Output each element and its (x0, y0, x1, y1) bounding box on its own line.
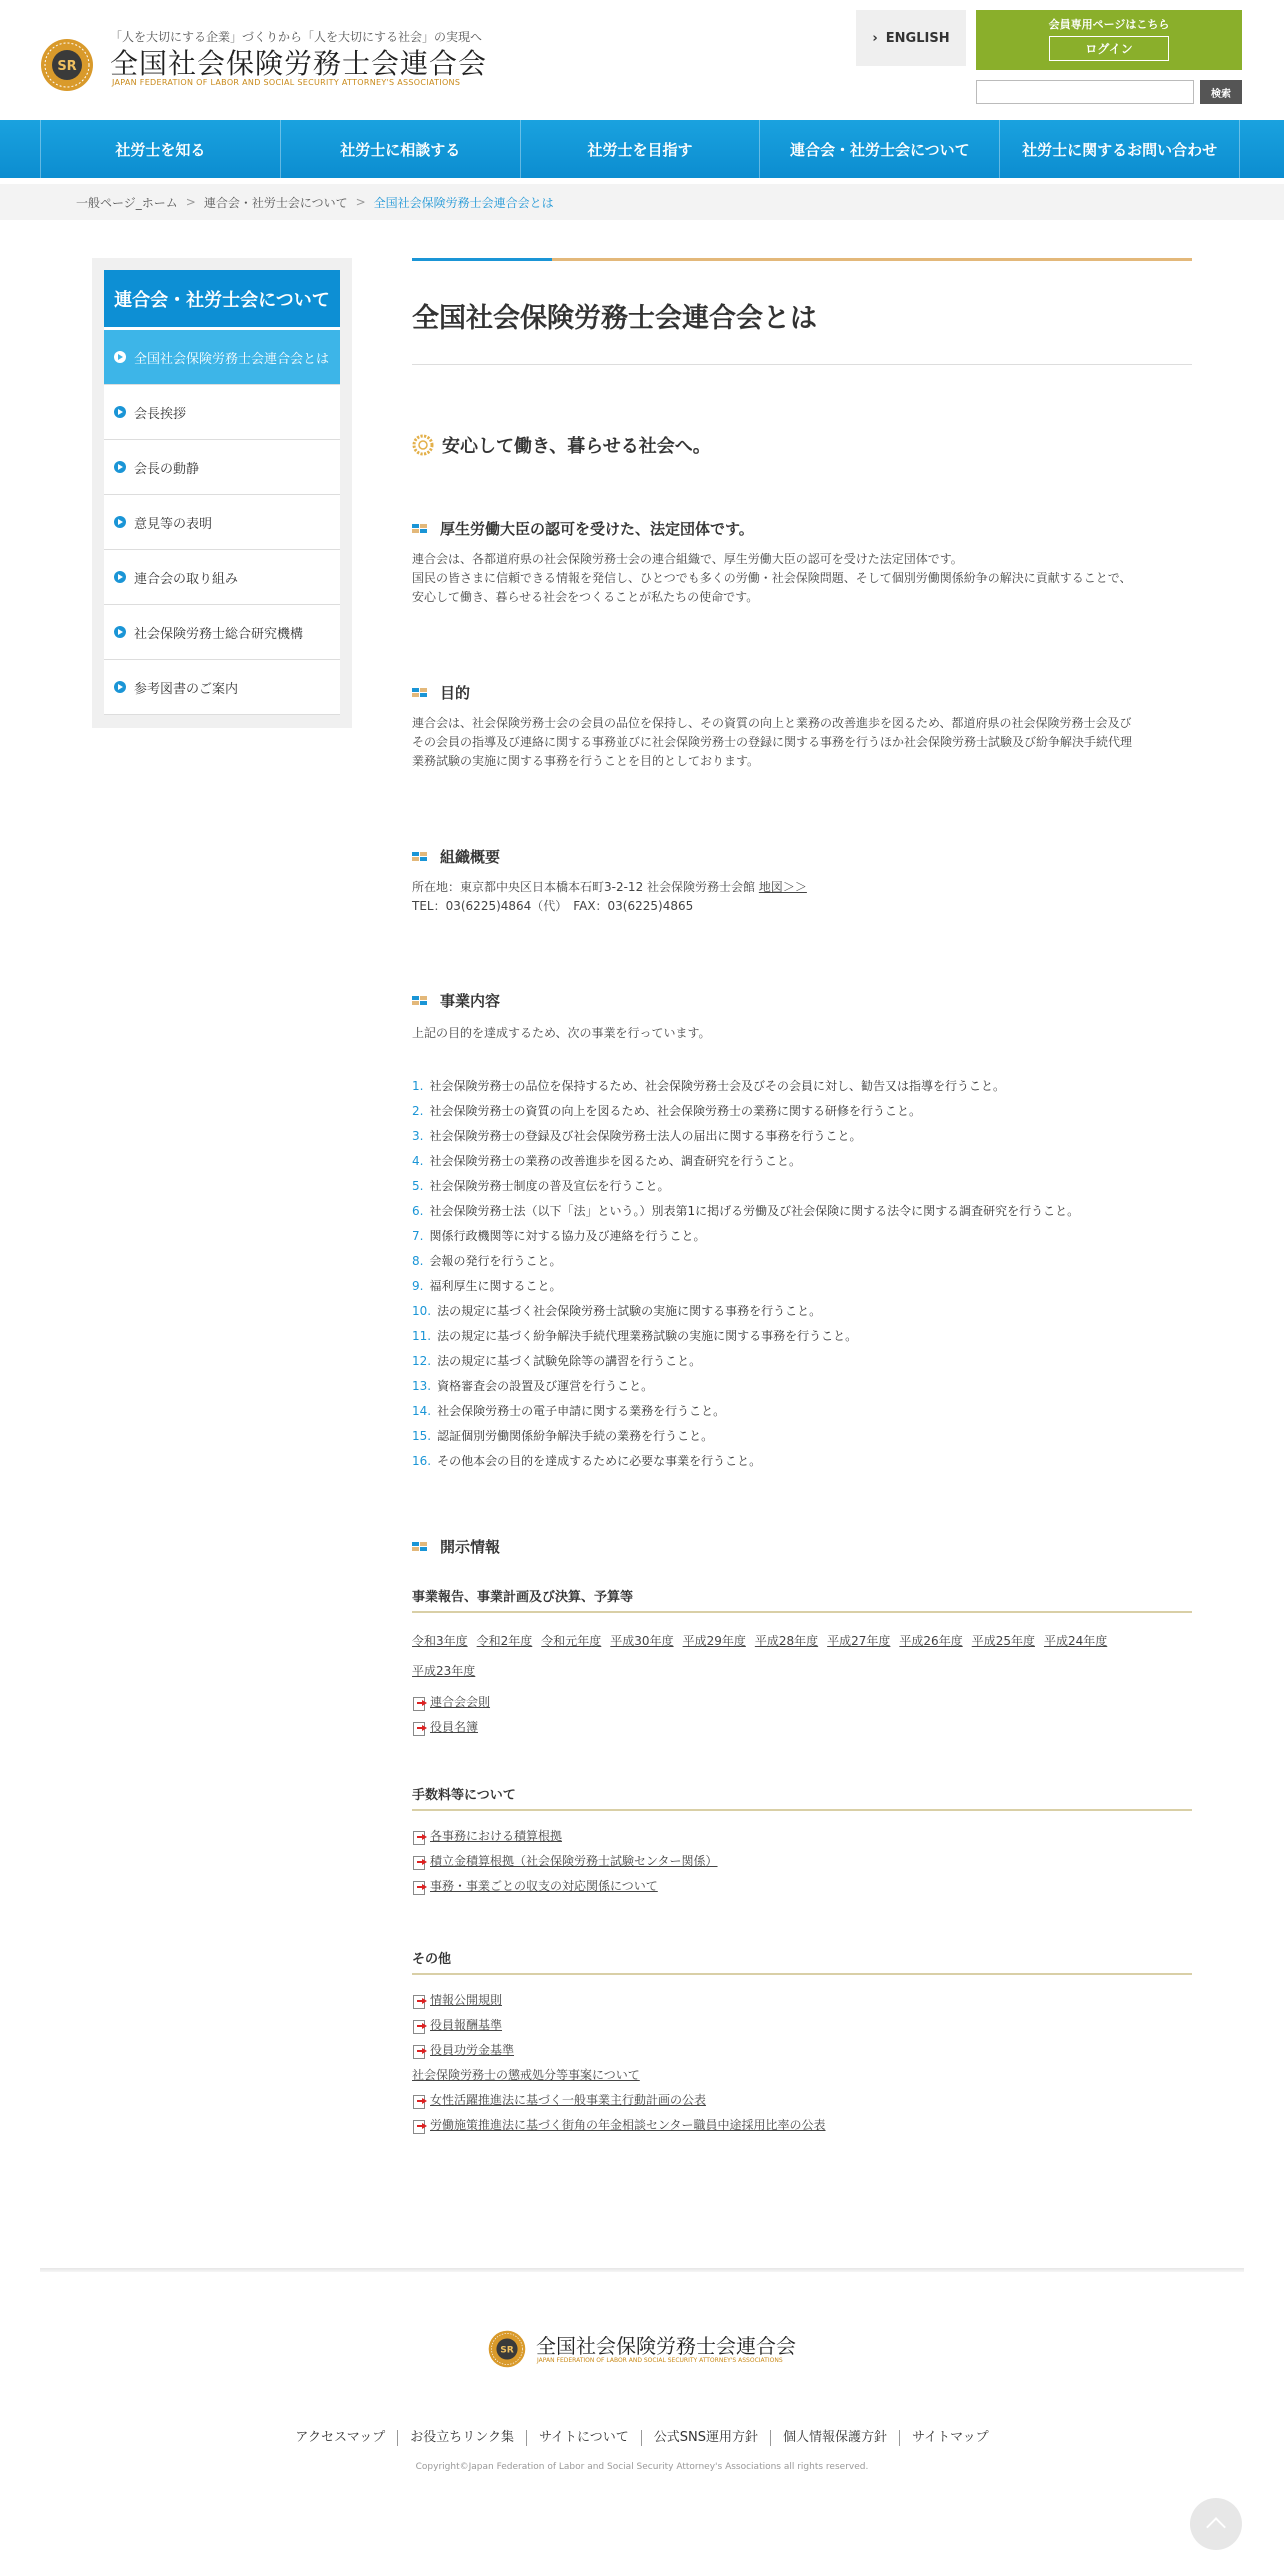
pdf-link-icon (412, 1880, 426, 1894)
year-link[interactable]: 令和3年度 (412, 1634, 468, 1648)
breadcrumb (0, 184, 1284, 220)
year-link[interactable]: 平成30年度 (610, 1634, 674, 1648)
member-page-label: 会員専用ページはこちら (1048, 18, 1170, 31)
other-link-list (412, 1988, 1192, 2138)
text-line: 安心して働き、暮らせる社会をつくることが私たちの使命です。 (412, 590, 759, 604)
pdf-link-icon (412, 1696, 426, 1710)
page-top-button[interactable] (1190, 2498, 1242, 2550)
doc-link[interactable]: 社会保険労務士の懲戒処分等事案について (412, 2068, 640, 2082)
doc-link[interactable]: 女性活躍推進法に基づく一般事業主行動計画の公表 (430, 2093, 707, 2107)
arrow-circle-icon (114, 626, 126, 638)
sidebar-item-opinions[interactable] (104, 495, 340, 550)
list-item: 14. 社会保険労務士の電子申請に関する業務を行うこと。 (412, 1404, 726, 1418)
year-link[interactable]: 平成25年度 (971, 1634, 1035, 1648)
sr-emblem-icon (40, 38, 94, 92)
breadcrumb-separator: > (185, 195, 196, 209)
sidebar-title[interactable]: 連合会・社労士会について (104, 270, 340, 330)
footer-logo[interactable] (488, 2326, 808, 2372)
list-item: 4. 社会保険労務士の業務の改善進歩を図るため、調査研究を行うこと。 (412, 1154, 801, 1168)
section-heading-business (412, 990, 500, 1011)
list-item (412, 2038, 1192, 2063)
fees-link-list (412, 1824, 1192, 1899)
year-link[interactable]: 令和元年度 (541, 1634, 602, 1648)
section-text-authorized (412, 550, 1192, 607)
year-link[interactable]: 平成23年度 (412, 1664, 476, 1678)
year-link[interactable]: 令和2年度 (476, 1634, 533, 1648)
section-heading-text: 目的 (440, 684, 471, 702)
list-item: 16. その他本会の目的を達成するために必要な事業を行うこと。 (412, 1454, 762, 1468)
catchphrase: 安心して働き、暮らせる社会へ。 (442, 436, 711, 457)
list-item: 11. 法の規定に基づく紛争解決手続代理業務試験の実施に関する事務を行うこと。 (412, 1329, 858, 1343)
global-nav-list (40, 120, 1240, 178)
section-text-purpose (412, 714, 1192, 771)
heading-marker-icon (412, 524, 428, 533)
doc-link[interactable]: 各事務における積算根拠 (430, 1829, 563, 1843)
sidebar-item-label: 社会保険労務士総合研究機構 (134, 626, 304, 642)
list-item: 5. 社会保険労務士制度の普及宣伝を行うこと。 (412, 1179, 670, 1193)
heading-marker-icon (412, 1542, 428, 1551)
sidebar-item-about-federation[interactable] (104, 330, 340, 385)
pdf-link-icon (412, 1994, 426, 2008)
footer-link-privacy[interactable]: 個人情報保護方針 (770, 2430, 899, 2446)
list-item (412, 2063, 1192, 2088)
arrow-circle-icon (114, 571, 126, 583)
pdf-link-icon (412, 1855, 426, 1869)
search-input[interactable] (976, 80, 1194, 104)
svg-text:SR: SR (57, 59, 77, 74)
section-heading-text: 組織概要 (440, 848, 501, 866)
list-item: 10. 法の規定に基づく社会保険労務士試験の実施に関する事務を行うこと。 (412, 1304, 822, 1318)
list-item (412, 1824, 1192, 1849)
site-title-en: JAPAN FEDERATION OF LABOR AND SOCIAL SECURITY ATTORNEY'S ASSOCIATIONS (112, 78, 461, 87)
doc-link[interactable]: 労働施策推進法に基づく街角の年金相談センター職員中途採用比率の公表 (430, 2118, 826, 2132)
section-heading-text: 開示情報 (440, 1538, 501, 1556)
site-title: 全国社会保険労務士会連合会 (110, 47, 488, 80)
sidebar-item-activities[interactable] (104, 440, 340, 495)
subheading-reports: 事業報告、事業計画及び決算、予算等 (412, 1586, 1192, 1613)
sidebar-item-research[interactable] (104, 605, 340, 660)
breadcrumb-parent[interactable]: 連合会・社労士会について (203, 195, 348, 210)
footer-link-about-site[interactable]: サイトについて (526, 2430, 641, 2446)
footer-link-access[interactable]: アクセスマップ (295, 2430, 386, 2445)
global-nav (0, 120, 1284, 178)
list-item: 9. 福利厚生に関すること。 (412, 1279, 562, 1293)
english-label: ENGLISH (885, 30, 950, 46)
arrow-circle-icon (114, 351, 126, 363)
site-tagline: 「人を大切にする企業」づくりから「人を大切にする社会」の実現へ (110, 30, 483, 44)
list-item: 13. 資格審査会の設置及び運営を行うこと。 (412, 1379, 654, 1393)
section-heading-authorized (412, 518, 754, 539)
subheading-other: その他 (412, 1948, 1192, 1975)
footer-nav (0, 2430, 1284, 2446)
list-item: 3. 社会保険労務士の登録及び社会保険労務士法人の届出に関する事務を行うこと。 (412, 1129, 862, 1143)
reports-link-list (412, 1690, 1192, 1740)
arrow-circle-icon (114, 681, 126, 693)
year-link[interactable]: 平成24年度 (1043, 1634, 1108, 1648)
sun-icon (412, 434, 434, 456)
site-header (0, 0, 1284, 120)
pdf-link-icon (412, 2119, 426, 2133)
list-item (412, 2013, 1192, 2038)
address-text: 所在地：東京都中央区日本橋本石町3-2-12 社会保険労務士会館 (412, 880, 756, 894)
year-link[interactable]: 平成29年度 (682, 1634, 746, 1648)
footer-link-useful[interactable]: お役立ちリンク集 (397, 2430, 526, 2446)
english-button[interactable] (856, 10, 966, 66)
sidebar (92, 258, 352, 728)
footer-link-sns-policy[interactable]: 公式SNS運用方針 (641, 2430, 770, 2446)
list-item: 1. 社会保険労務士の品位を保持するため、社会保険労務士会及びその会員に対し、勧告又は指導を行うこと。 (412, 1079, 1005, 1093)
list-item (412, 1849, 1192, 1874)
doc-link[interactable]: 積立金積算根拠（社会保険労務士試験センター関係） (430, 1854, 718, 1868)
list-item (412, 2113, 1192, 2138)
list-item: 8. 会報の発行を行うこと。 (412, 1254, 562, 1268)
subheading-fees: 手数料等について (412, 1784, 1192, 1811)
list-item: 2. 社会保険労務士の資質の向上を図るため、社会保険労務士の業務に関する研修を行うこと。 (412, 1104, 921, 1118)
svg-text:SR: SR (500, 2345, 514, 2356)
pdf-link-icon (412, 2019, 426, 2033)
chevron-right-icon: › (872, 30, 878, 46)
list-item: 6. 社会保険労務士法（以下「法」という。）別表第1に掲げる労働及び社会保険に関する法令に関する調査研究を行うこと。 (412, 1204, 1080, 1218)
heading-marker-icon (412, 996, 428, 1005)
section-text-organization (412, 878, 1192, 916)
business-list (412, 1074, 1192, 1474)
breadcrumb-separator: > (355, 195, 366, 209)
sidebar-item-books[interactable] (104, 660, 340, 715)
breadcrumb-home[interactable]: 一般ページ_ホーム (76, 195, 178, 210)
doc-link[interactable]: 情報公開規則 (430, 1993, 503, 2007)
footer-link-sitemap[interactable]: サイトマップ (899, 2430, 1001, 2446)
footer-org-name: 全国社会保険労務士会連合会 (536, 2334, 796, 2358)
login-button[interactable]: ログイン (1049, 36, 1169, 61)
list-item: 15. 認証個別労働関係紛争解決手続の業務を行うこと。 (412, 1429, 714, 1443)
heading-marker-icon (412, 852, 428, 861)
gnav-item-know[interactable]: 社労士を知る (40, 120, 280, 178)
sidebar-item-label: 連合会の取り組み (134, 571, 239, 587)
gnav-item-about[interactable]: 連合会・社労士会について (759, 120, 999, 178)
text-line: その会員の指導及び連絡に関する事務並びに社会保険労務士の登録に関する事務を行うほか社会保険労務士試験及び紛争解決手続代理 (412, 735, 1133, 749)
heading-marker-icon (412, 688, 428, 697)
text-line: 連合会は、各都道府県の社会保険労務士会の連合組織で、厚生労働大臣の認可を受けた法定団体です。 (412, 552, 963, 566)
doc-link[interactable]: 役員名簿 (430, 1720, 479, 1734)
gnav-item-contact[interactable]: 社労士に関するお問い合わせ (999, 120, 1240, 178)
sidebar-item-greeting[interactable] (104, 385, 340, 440)
member-login-box (976, 10, 1242, 70)
section-heading-disclosure (412, 1536, 500, 1557)
list-item (412, 1874, 1192, 1899)
address-line (412, 878, 1192, 897)
footer-divider (40, 2268, 1244, 2272)
text-line: 業務試験の実施に関する事務を行うことを目的としております。 (412, 754, 760, 768)
search-button[interactable]: 検索 (1200, 80, 1242, 104)
business-intro: 上記の目的を達成するため、次の事業を行っています。 (412, 1026, 711, 1040)
list-item (412, 2088, 1192, 2113)
doc-link[interactable]: 事務・事業ごとの収支の対応関係について (430, 1879, 658, 1893)
tel-fax-text: TEL：03(6225)4864（代） FAX：03(6225)4865 (412, 899, 694, 913)
arrow-circle-icon (114, 516, 126, 528)
section-heading-purpose (412, 682, 470, 703)
doc-link[interactable]: 役員功労金基準 (430, 2043, 515, 2057)
sidebar-item-label: 会長挨拶 (134, 406, 187, 422)
list-item (412, 1690, 1192, 1715)
text-line: 国民の皆さまに信頼できる情報を発信し、ひとつでも多くの労働・社会保険問題、そして個別労働関係紛争の解決に貢献することで、 (412, 571, 1132, 585)
footer-org-name-en: JAPAN FEDERATION OF LABOR AND SOCIAL SECURITY ATTORNEY'S ASSOCIATIONS (537, 2357, 783, 2364)
year-link[interactable]: 平成27年度 (827, 1634, 891, 1648)
sidebar-item-label: 会長の動静 (134, 461, 200, 477)
sidebar-item-label: 参考図書のご案内 (134, 681, 239, 697)
pdf-link-icon (412, 2044, 426, 2058)
gnav-item-consult[interactable]: 社労士に相談する (280, 120, 520, 178)
title-decoration (412, 258, 1192, 261)
year-links (412, 1626, 1192, 1686)
pdf-link-icon (412, 2094, 426, 2108)
list-item: 7. 関係行政機関等に対する協力及び連絡を行うこと。 (412, 1229, 706, 1243)
sidebar-item-label: 意見等の表明 (134, 516, 213, 532)
year-link[interactable]: 平成28年度 (754, 1634, 819, 1648)
section-heading-text: 厚生労働大臣の認可を受けた、法定団体です。 (440, 520, 754, 538)
pdf-link-icon (412, 1721, 426, 1735)
doc-link[interactable]: 連合会会則 (430, 1695, 491, 1709)
map-link[interactable]: 地図＞＞ (758, 880, 807, 894)
section-heading-text: 事業内容 (440, 992, 501, 1010)
sidebar-item-initiatives[interactable] (104, 550, 340, 605)
sidebar-item-label: 全国社会保険労務士会連合会とは (134, 351, 330, 367)
list-item (412, 1988, 1192, 2013)
arrow-circle-icon (114, 461, 126, 473)
divider (412, 364, 1192, 365)
year-link[interactable]: 平成26年度 (899, 1634, 963, 1648)
gnav-item-become[interactable]: 社労士を目指す (520, 120, 760, 178)
doc-link[interactable]: 役員報酬基準 (430, 2018, 503, 2032)
copyright: Copyright©Japan Federation of Labor and Social Security Attorney's Associations all rights reserved. (415, 2462, 869, 2472)
site-logo[interactable] (40, 28, 500, 98)
list-item (412, 1715, 1192, 1740)
sr-emblem-icon (488, 2330, 526, 2368)
breadcrumb-current: 全国社会保険労務士会連合会とは (373, 195, 554, 210)
arrow-circle-icon (114, 406, 126, 418)
section-heading-organization (412, 846, 500, 867)
page-title: 全国社会保険労務士会連合会とは (412, 303, 817, 334)
list-item: 12. 法の規定に基づく試験免除等の講習を行うこと。 (412, 1354, 702, 1368)
pdf-link-icon (412, 1830, 426, 1844)
text-line: 連合会は、社会保険労務士会の会員の品位を保持し、その資質の向上と業務の改善進歩を図るため、都道府県の社会保険労務士会及び (412, 716, 1132, 730)
